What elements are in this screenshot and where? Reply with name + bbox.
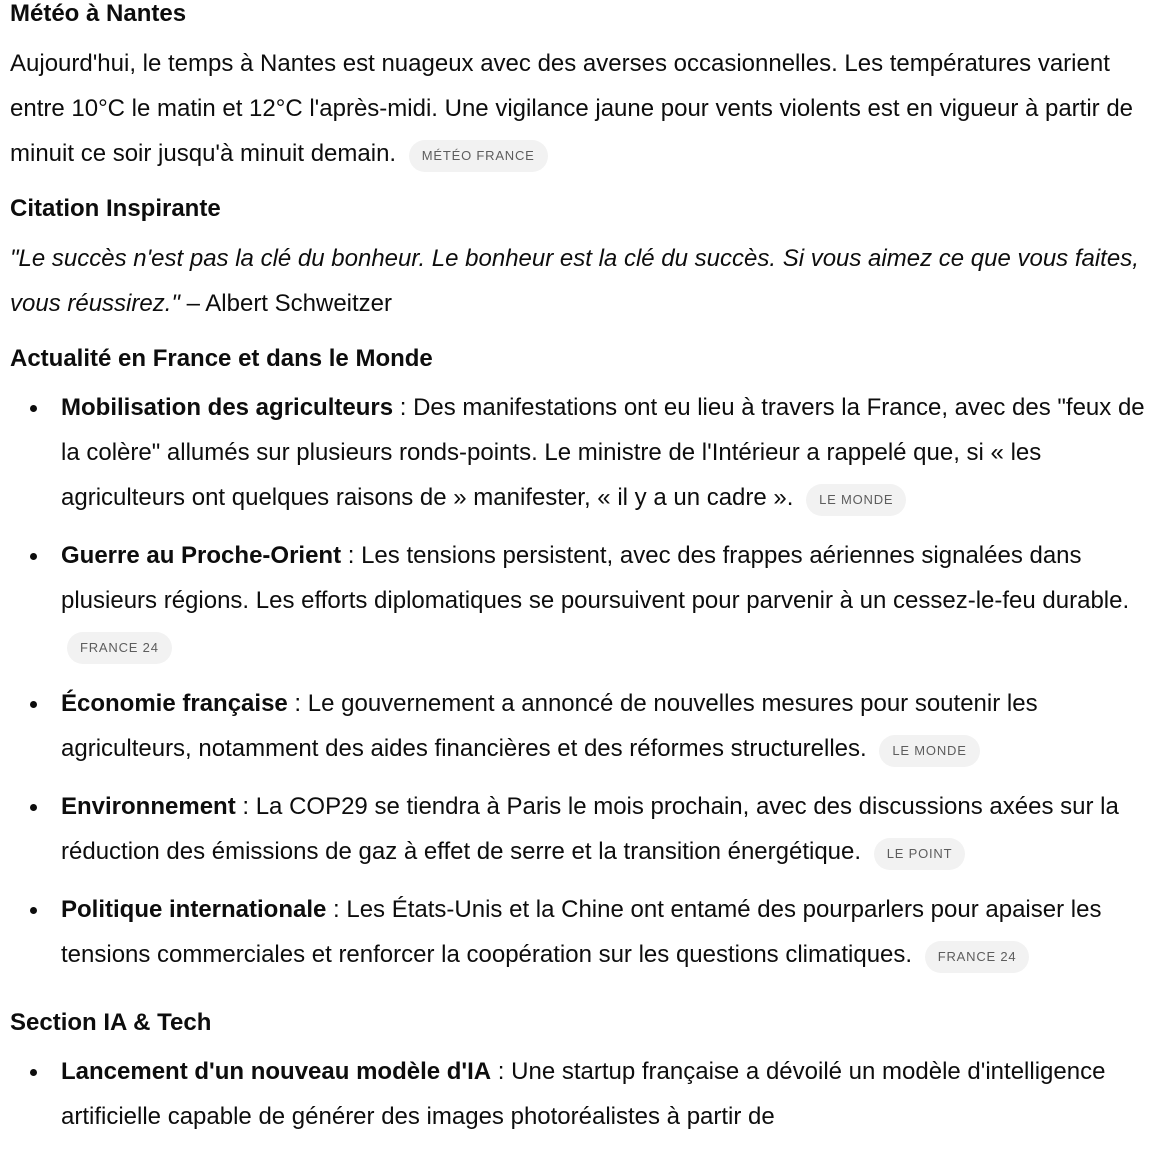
news-item-environment bbox=[10, 784, 1164, 874]
news-item-heading: Économie française bbox=[61, 690, 288, 717]
news-item-heading: Guerre au Proche-Orient bbox=[61, 542, 342, 569]
bullet-icon bbox=[30, 553, 37, 560]
bullet-icon bbox=[30, 405, 37, 412]
quote-paragraph bbox=[10, 236, 1164, 326]
news-item-text: : Les États-Unis et la Chine ont entamé des pourparlers pour apaiser les tensions commerciales et renforcer la coopération sur les questions climatiques. bbox=[61, 896, 1102, 968]
weather-text: Aujourd'hui, le temps à Nantes est nuageux avec des averses occasionnelles. Les températures varient entre 10°C le matin et 12°C l'après-midi. Une vigilance jaune pour vents violents est en vigueur à partir de minuit ce soir jusqu'à minuit demain. bbox=[10, 50, 1134, 167]
source-badge-france-24[interactable]: FRANCE 24 bbox=[67, 632, 172, 664]
tech-item-heading: Lancement d'un nouveau modèle d'IA bbox=[61, 1058, 492, 1085]
news-item-text: : Les tensions persistent, avec des frappes aériennes signalées dans plusieurs régions. Les efforts diplomatiques se poursuivent pour parvenir à un cessez-le-feu durable. bbox=[61, 542, 1130, 614]
tech-title: Section IA & Tech bbox=[10, 1009, 212, 1036]
news-title: Actualité en France et dans le Monde bbox=[10, 345, 433, 372]
news-item-text: : Le gouvernement a annoncé de nouvelles mesures pour soutenir les agriculteurs, notamment des aides financières et des réformes structurelles. bbox=[61, 690, 1038, 762]
source-badge-france-24[interactable]: FRANCE 24 bbox=[925, 941, 1030, 973]
news-item-middle-east bbox=[10, 533, 1164, 668]
news-item-heading: Mobilisation des agriculteurs bbox=[61, 394, 394, 421]
tech-list bbox=[10, 1049, 1164, 1139]
weather-paragraph bbox=[10, 41, 1164, 176]
news-item-text: : Des manifestations ont eu lieu à travers la France, avec des "feux de la colère" allumés sur plusieurs ronds-points. Le ministre de l'Intérieur a rappelé que, si « les agriculteurs ont quelques raisons de » manifester, « il y a un cadre ». bbox=[61, 394, 1145, 511]
news-item-heading: Environnement bbox=[61, 793, 236, 820]
bullet-icon bbox=[30, 804, 37, 811]
quote-title: Citation Inspirante bbox=[10, 195, 221, 222]
news-list bbox=[10, 385, 1164, 977]
news-item-heading: Politique internationale bbox=[61, 896, 327, 923]
source-badge-le-point[interactable]: LE POINT bbox=[874, 838, 966, 870]
bullet-icon bbox=[30, 1069, 37, 1076]
weather-section bbox=[10, 0, 1164, 176]
weather-title: Météo à Nantes bbox=[10, 0, 187, 27]
news-item-international-politics bbox=[10, 887, 1164, 977]
news-item-text: : La COP29 se tiendra à Paris le mois prochain, avec des discussions axées sur la réduction des émissions de gaz à effet de serre et la transition énergétique. bbox=[61, 793, 1119, 865]
tech-item-text: : Une startup française a dévoilé un modèle d'intelligence artificielle capable de générer des images photoréalistes à partir de bbox=[61, 1058, 1106, 1130]
source-badge-meteo-france[interactable]: MÉTÉO FRANCE bbox=[409, 140, 548, 172]
news-item-economy bbox=[10, 681, 1164, 771]
news-section bbox=[10, 345, 1164, 977]
news-item-agriculture bbox=[10, 385, 1164, 520]
tech-item-new-ai-model bbox=[10, 1049, 1164, 1139]
quote-text: "Le succès n'est pas la clé du bonheur. Le bonheur est la clé du succès. Si vous aimez ce que vous faites, vous réussirez." bbox=[10, 245, 1139, 317]
bullet-icon bbox=[30, 701, 37, 708]
quote-author: – Albert Schweitzer bbox=[179, 290, 393, 317]
source-badge-le-monde[interactable]: LE MONDE bbox=[879, 735, 979, 767]
bullet-icon bbox=[30, 907, 37, 914]
quote-section bbox=[10, 195, 1164, 326]
tech-section bbox=[10, 1009, 1164, 1139]
source-badge-le-monde[interactable]: LE MONDE bbox=[806, 484, 906, 516]
